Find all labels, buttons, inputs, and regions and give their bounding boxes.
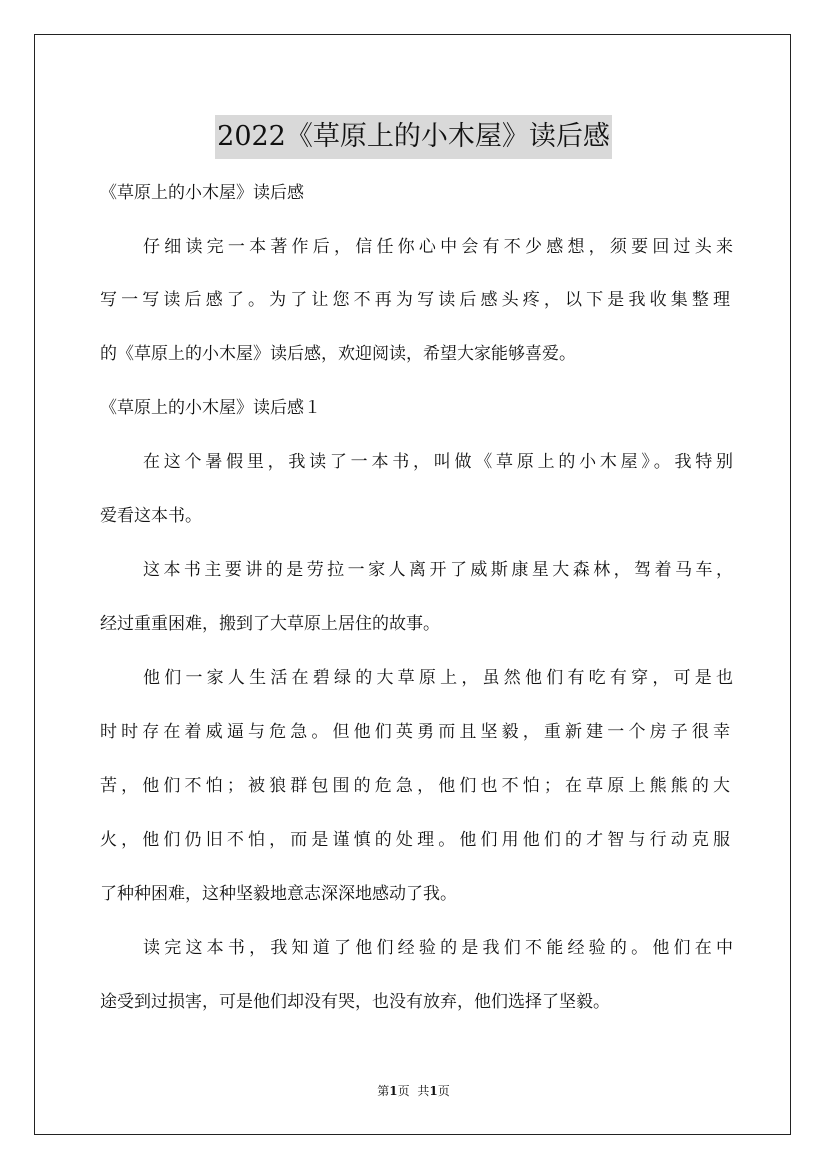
- title-container: [0, 97, 827, 177]
- footer-total-number: 1: [429, 1084, 438, 1098]
- footer-page-label: 第: [377, 1084, 390, 1098]
- paragraph-line: 时时存在着威逼与危急。但他们英勇而且坚毅，重新建一个房子很幸: [100, 722, 730, 742]
- footer-page-number: 1: [389, 1084, 398, 1098]
- paragraph-line: 了种种困难，这种坚毅地意志深深地感动了我。: [100, 884, 457, 904]
- footer-total-unit: 页: [437, 1084, 450, 1098]
- paragraph-line: 苦，他们不怕；被狼群包围的危急，他们也不怕；在草原上熊熊的大: [100, 776, 730, 796]
- footer-page-unit: 页: [397, 1084, 410, 1098]
- section-heading: 《草原上的小木屋》读后感: [100, 183, 304, 203]
- document-title: 2022《草原上的小木屋》读后感: [215, 115, 612, 159]
- footer-total-label: 共: [417, 1084, 430, 1098]
- paragraph-line: 途受到过损害，可是他们却没有哭，也没有放弃，他们选择了坚毅。: [100, 992, 610, 1012]
- paragraph-line: 火，他们仍旧不怕，而是谨慎的处理。他们用他们的才智与行动克服: [100, 830, 730, 850]
- paragraph-line: 爱看这本书。: [100, 506, 202, 526]
- paragraph-line: 在这个暑假里，我读了一本书，叫做《草原上的小木屋》。我特别: [143, 452, 733, 472]
- paragraph-line: 写一写读后感了。为了让您不再为写读后感头疼，以下是我收集整理: [100, 290, 730, 310]
- page-footer: [0, 1082, 827, 1100]
- paragraph-line: 这本书主要讲的是劳拉一家人离开了威斯康星大森林，驾着马车，: [143, 560, 733, 580]
- paragraph-line: 经过重重困难，搬到了大草原上居住的故事。: [100, 614, 440, 634]
- paragraph-line: 读完这本书，我知道了他们经验的是我们不能经验的。他们在中: [143, 938, 733, 958]
- paragraph-line: 仔细读完一本著作后，信任你心中会有不少感想，须要回过头来: [143, 237, 733, 257]
- section-heading: 《草原上的小木屋》读后感１: [100, 398, 321, 418]
- paragraph-line: 的《草原上的小木屋》读后感，欢迎阅读，希望大家能够喜爱。: [100, 344, 576, 364]
- paragraph-line: 他们一家人生活在碧绿的大草原上，虽然他们有吃有穿，可是也: [143, 668, 733, 688]
